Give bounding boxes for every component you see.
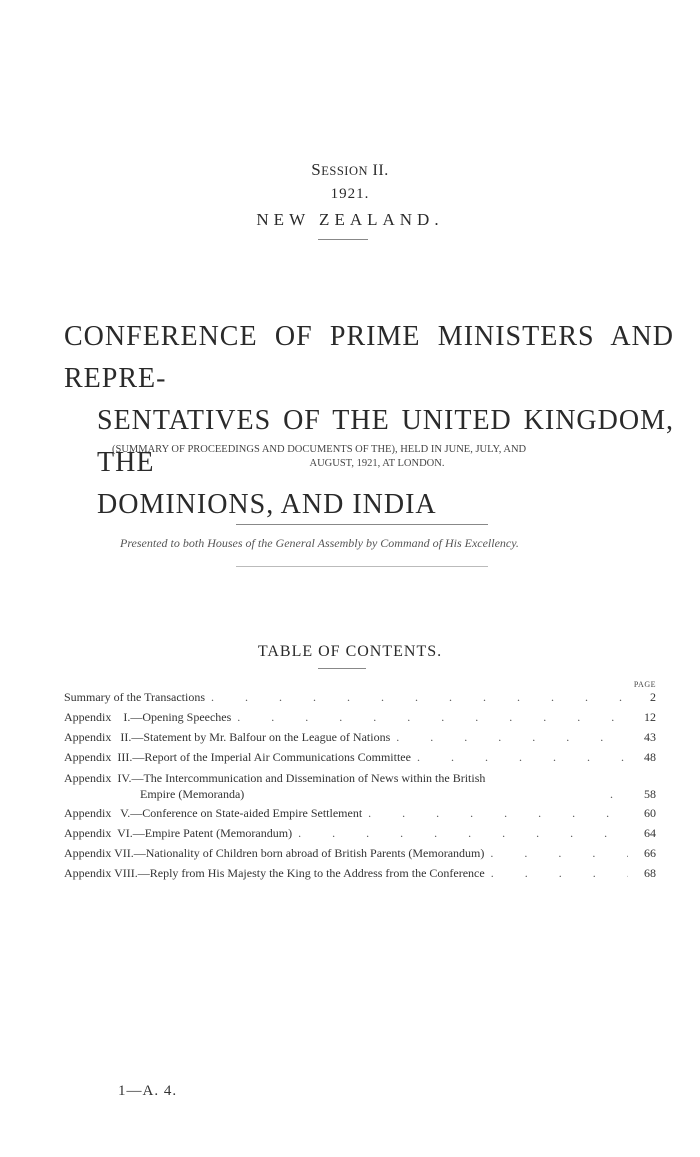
toc-entry: [64, 750, 656, 770]
toc-entry-label: Summary of the Transactions: [64, 690, 205, 704]
toc-entry-page: 66: [644, 846, 656, 860]
session-word: ESSION: [321, 164, 369, 178]
session-year: 1921.: [330, 186, 370, 202]
toc-entry-label: Appendix III.—Report of the Imperial Air Communications Committee: [64, 750, 411, 764]
leader-dots: [231, 710, 628, 725]
toc-entry-page: 48: [644, 750, 656, 764]
leader-dots: [205, 690, 628, 705]
toc-entry: [64, 866, 656, 886]
toc-entry-page: 43: [644, 730, 656, 744]
toc-entry: [64, 710, 656, 730]
page-column-header: PAGE: [633, 680, 656, 689]
leader-dots: [604, 787, 628, 802]
parliamentary-paper-reference: 1—A. 4.: [118, 1083, 178, 1099]
toc-entry: [64, 806, 656, 826]
toc-entry-page: 68: [644, 866, 656, 880]
leader-dots: [362, 806, 628, 821]
toc-entry: [64, 826, 656, 846]
toc-entry: [64, 730, 656, 750]
toc-entry-label-line-1: Appendix IV.—The Intercommunication and Dissemination of News within the British: [64, 771, 486, 785]
toc-entry: [64, 846, 656, 866]
toc-entry-label: Appendix II.—Statement by Mr. Balfour on the League of Nations: [64, 730, 391, 744]
header-rule: [318, 239, 368, 240]
toc-entry-page: 2: [650, 690, 656, 704]
leader-dots: [390, 730, 628, 745]
presented-rule-top: [236, 524, 488, 525]
toc-entry: [64, 690, 656, 710]
leader-dots: [292, 826, 628, 841]
title-line-3: DOMINIONS, AND INDIA: [97, 489, 437, 520]
title-line-1: CONFERENCE OF PRIME MINISTERS AND REPRE-: [64, 321, 674, 394]
toc-entry-label: Appendix VI.—Empire Patent (Memorandum): [64, 826, 293, 840]
session-number: II.: [372, 162, 389, 179]
toc-heading: TABLE OF CONTENTS.: [257, 643, 443, 660]
session-initial: S: [311, 160, 322, 179]
toc-entry-label: Appendix VII.—Nationality of Children born abroad of British Parents (Memorandum): [64, 846, 485, 860]
toc-entry-label-line-2: Empire (Memoranda): [140, 787, 245, 801]
title-subtitle: [112, 443, 672, 471]
leader-dots: [485, 866, 628, 881]
leader-dots: [484, 846, 628, 861]
leader-dots: [411, 750, 628, 765]
session-line: [0, 160, 700, 180]
toc-entry-label: Appendix VIII.—Reply from His Majesty the King to the Address from the Conference: [64, 866, 485, 880]
toc-entry: [64, 770, 656, 802]
toc-entry-page: 12: [644, 710, 656, 724]
subtitle-line-1: (SUMMARY OF PROCEEDINGS AND DOCUMENTS OF THE), HELD IN JUNE, JULY, AND: [112, 444, 527, 455]
presented-statement: Presented to both Houses of the General Assembly by Command of His Excellency.: [120, 536, 519, 550]
toc-rule: [318, 668, 366, 669]
subtitle-line-2: AUGUST, 1921, AT LONDON.: [309, 458, 445, 469]
toc-entry-label: Appendix I.—Opening Speeches: [64, 710, 232, 724]
title-line-2: SENTATIVES OF THE UNITED KINGDOM, THE: [97, 405, 674, 478]
table-of-contents: [64, 690, 656, 886]
toc-entry-page: 60: [644, 806, 656, 820]
toc-entry-label: Appendix V.—Conference on State-aided Empire Settlement: [64, 806, 363, 820]
toc-entry-page: 58: [644, 787, 656, 801]
presented-rule-bottom: [236, 566, 488, 567]
toc-entry-page: 64: [644, 826, 656, 840]
toc-entry-label: [64, 770, 604, 802]
country-title: NEW ZEALAND.: [256, 210, 444, 229]
document-title: [64, 316, 674, 526]
